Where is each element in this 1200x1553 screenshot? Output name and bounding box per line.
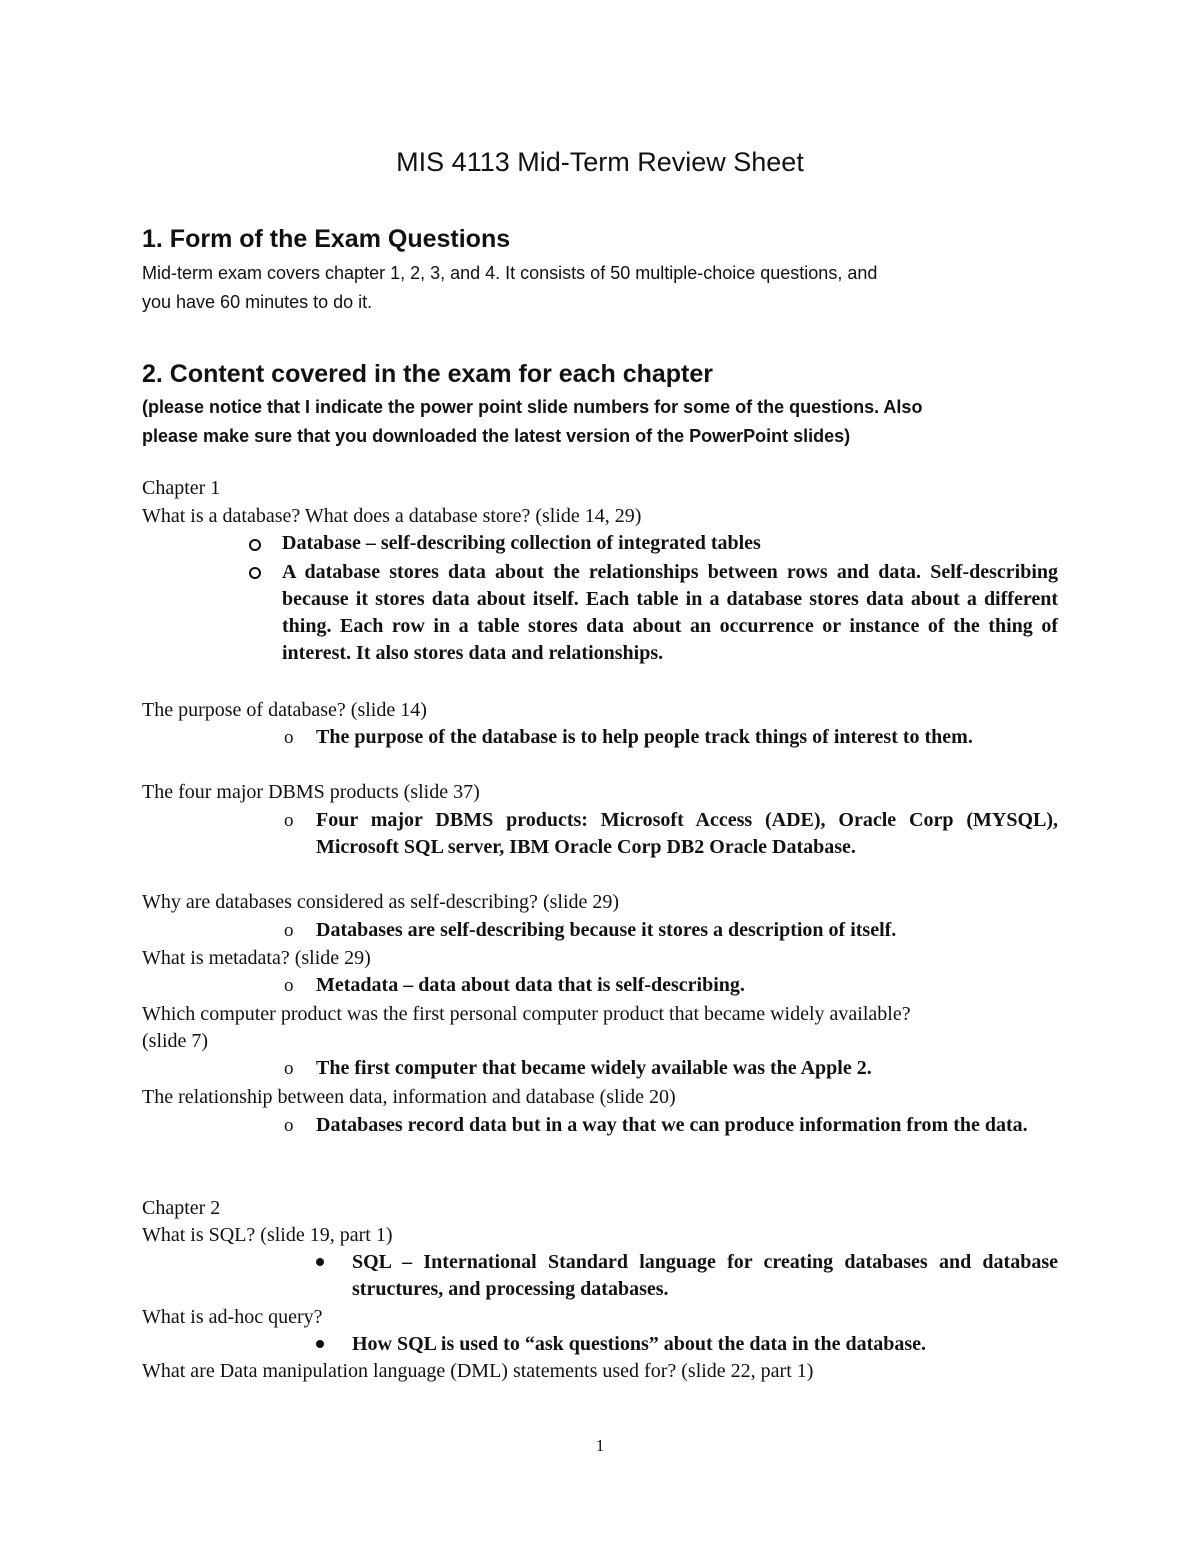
answer-metadata: Metadata – data about data that is self-describing.: [316, 974, 745, 996]
question-self-describing: Why are databases considered as self-describing? (slide 29): [142, 891, 620, 913]
section-1-line-1: Mid-term exam covers chapter 1, 2, 3, and 4. It consists of 50 multiple-choice questions, and: [142, 263, 878, 283]
answer-first-pc: The first computer that became widely available was the Apple 2.: [316, 1057, 872, 1079]
question-first-pc-line-2: (slide 7): [142, 1030, 209, 1052]
page-title: MIS 4113 Mid-Term Review Sheet: [396, 147, 804, 177]
question-first-pc-line-1: Which computer product was the first personal computer product that became widely available?: [142, 1003, 911, 1025]
section-2-heading: 2. Content covered in the exam for each chapter: [142, 360, 713, 388]
answer-data-relationship: Databases record data but in a way that we can produce information from the data.: [316, 1114, 1028, 1136]
open-circle-bullet-icon: o: [284, 1058, 294, 1079]
question-metadata: What is metadata? (slide 29): [142, 947, 371, 969]
section-2-note-1: (please notice that I indicate the power point slide numbers for some of the questions. Also: [142, 397, 923, 417]
open-circle-bullet-icon: o: [284, 1115, 294, 1136]
answer-dbms-products: Four major DBMS products: Microsoft Access (ADE), Oracle Corp (MYSQL), Microsoft SQL server, IBM Oracle Corp DB2 Oracle Database.: [316, 809, 1058, 858]
section-1-line-2: you have 60 minutes to do it.: [142, 292, 373, 312]
bullet-icon: [316, 1258, 324, 1266]
section-2-note-2: please make sure that you downloaded the latest version of the PowerPoint slides): [142, 426, 851, 446]
question-dbms-products: The four major DBMS products (slide 37): [142, 781, 480, 803]
answer-database-stores: A database stores data about the relationships between rows and data. Self-describing because it stores data about itself. Each table in a database stores data about a different thing. Each row in a table stores data about an occurrence or instance of the thing of interest. It also stores data and relationships.: [282, 561, 1058, 664]
bullet-icon: [316, 1340, 324, 1348]
open-circle-bullet-icon: o: [284, 727, 294, 748]
answer-database-definition: Database – self-describing collection of integrated tables: [282, 532, 761, 554]
chapter-2-heading: Chapter 2: [142, 1197, 221, 1219]
answer-self-describing: Databases are self-describing because it stores a description of itself.: [316, 919, 897, 941]
section-1-heading: 1. Form of the Exam Questions: [142, 225, 511, 253]
page-number: 1: [595, 1436, 605, 1455]
answer-ad-hoc: How SQL is used to “ask questions” about the data in the database.: [352, 1333, 927, 1355]
question-ad-hoc: What is ad-hoc query?: [142, 1306, 323, 1328]
open-circle-bullet-icon: o: [284, 810, 294, 831]
question-database: What is a database? What does a database store? (slide 14, 29): [142, 505, 642, 527]
hollow-bullet-icon: [249, 539, 261, 551]
open-circle-bullet-icon: o: [284, 920, 294, 941]
question-purpose: The purpose of database? (slide 14): [142, 699, 427, 721]
answer-sql: SQL – International Standard language for creating databases and database structures, and processing databases.: [352, 1251, 1058, 1300]
question-sql: What is SQL? (slide 19, part 1): [142, 1224, 393, 1246]
chapter-1-heading: Chapter 1: [142, 477, 221, 499]
open-circle-bullet-icon: o: [284, 975, 294, 996]
answer-purpose: The purpose of the database is to help people track things of interest to them.: [316, 726, 973, 748]
question-dml: What are Data manipulation language (DML) statements used for? (slide 22, part 1): [142, 1360, 814, 1382]
hollow-bullet-icon: [249, 567, 261, 579]
question-data-relationship: The relationship between data, information and database (slide 20): [142, 1086, 676, 1108]
